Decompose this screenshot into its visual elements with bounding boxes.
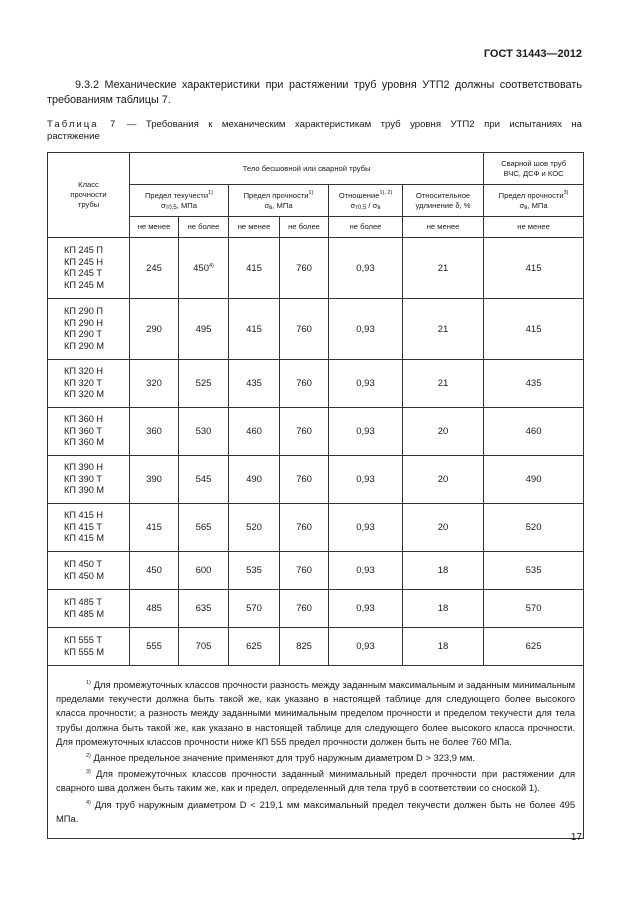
tensile-max-cell: 760 (280, 456, 329, 504)
requirements-table (47, 152, 584, 839)
ratio-cell: 0,93 (329, 360, 403, 408)
strength-class-cell: КП 390 Н КП 390 Т КП 390 М (48, 456, 130, 504)
yield-max-cell: 600 (179, 552, 229, 590)
elongation-cell: 20 (403, 504, 484, 552)
strength-class-cell: КП 320 Н КП 320 Т КП 320 М (48, 360, 130, 408)
seam-tensile-cell: 625 (484, 628, 584, 666)
limit-label: не менее (403, 217, 484, 238)
elongation-cell: 21 (403, 360, 484, 408)
table-row (48, 590, 584, 628)
strength-class-cell: КП 360 Н КП 360 Т КП 360 М (48, 408, 130, 456)
seam-tensile-cell: 460 (484, 408, 584, 456)
seam-group-header: Сварной шов труб ВЧС, ДСФ и КОС (484, 153, 584, 185)
elongation-cell: 20 (403, 456, 484, 504)
yield-min-cell: 450 (130, 552, 179, 590)
ratio-cell: 0,93 (329, 456, 403, 504)
tensile-max-cell: 760 (280, 360, 329, 408)
ratio-cell: 0,93 (329, 238, 403, 299)
table-row (48, 552, 584, 590)
footnote: $^{3)}$ Для промежуточных классов прочности заданный минимальный предел прочности при растяжении для сварного шва должен быть таким же, как и предел, определенный для тела труб в соответствии со сноской 1). (56, 768, 576, 794)
header-row-group (48, 153, 584, 185)
seam-tensile-cell: 535 (484, 552, 584, 590)
seam-tensile-cell: 415 (484, 238, 584, 299)
tensile-min-cell: 415 (229, 238, 280, 299)
seam-tensile-cell: 435 (484, 360, 584, 408)
ratio-cell: 0,93 (329, 552, 403, 590)
strength-class-cell: КП 485 Т КП 485 М (48, 590, 130, 628)
table-row (48, 360, 584, 408)
yield-min-cell: 245 (130, 238, 179, 299)
page-number: 17 (570, 832, 582, 843)
seam-tensile-cell: 490 (484, 456, 584, 504)
elongation-cell: 21 (403, 299, 484, 360)
table-caption (47, 119, 582, 143)
tensile-max-cell: 760 (280, 590, 329, 628)
tensile-min-cell: 570 (229, 590, 280, 628)
yield-max-cell: 530 (179, 408, 229, 456)
tensile-min-cell: 625 (229, 628, 280, 666)
ratio-cell: 0,93 (329, 408, 403, 456)
table-row (48, 628, 584, 666)
caption-label: Таблица 7 (47, 119, 118, 130)
table-row (48, 299, 584, 360)
seam-tensile-cell: 415 (484, 299, 584, 360)
seam-tensile-header: Предел прочности$^{3)}$ σв, МПа (484, 185, 584, 217)
footnote: $^{1)}$ Для промежуточных классов прочности разность между заданным максимальным и заданным минимальным пределами текучести должна быть такой же, как указано в настоящей таблице для следующего более высокого класса прочности; а разность между заданными минимальным пределом прочности и пределом текучести для тела трубы должна быть такой же, как указано в настоящей таблице для следующего более высокого класса прочности. Для промежуточных классов прочности ниже КП 555 предел прочности должен быть не более 760 МПа. (56, 679, 576, 747)
tensile-min-cell: 435 (229, 360, 280, 408)
limit-label: не более (179, 217, 229, 238)
yield-max-cell: 565 (179, 504, 229, 552)
yield-max-cell: 705 (179, 628, 229, 666)
seam-tensile-cell: 570 (484, 590, 584, 628)
yield-max-cell: 545 (179, 456, 229, 504)
elongation-cell: 20 (403, 408, 484, 456)
tensile-max-cell: 760 (280, 552, 329, 590)
limit-label: не более (280, 217, 329, 238)
strength-class-cell: КП 290 П КП 290 Н КП 290 Т КП 290 М (48, 299, 130, 360)
body-group-header: Тело бесшовной или сварной трубы (130, 153, 484, 185)
yield-max-cell: 525 (179, 360, 229, 408)
elongation-cell: 18 (403, 552, 484, 590)
table-row (48, 504, 584, 552)
ratio-header: Отношение$^{1), 2)}$ σт0,5 / σв (329, 185, 403, 217)
limit-label: не менее (130, 217, 179, 238)
yield-min-cell: 290 (130, 299, 179, 360)
ratio-cell: 0,93 (329, 299, 403, 360)
standard-designation: ГОСТ 31443—2012 (483, 48, 582, 60)
yield-max-cell: 450$^{4)}$ (179, 238, 229, 299)
caption-title: — Требования к механическим характеристикам труб уровня УТП2 при испытаниях на (126, 119, 582, 130)
tensile-min-cell: 520 (229, 504, 280, 552)
strength-class-cell: КП 450 Т КП 450 М (48, 552, 130, 590)
yield-min-cell: 555 (130, 628, 179, 666)
footnote: $^{4)}$ Для труб наружным диаметром D < 219,1 мм максимальный предел текучести должен быть не более 495 МПа. (56, 798, 576, 824)
table-row (48, 238, 584, 299)
seam-tensile-cell: 520 (484, 504, 584, 552)
table-notes (48, 666, 584, 839)
tensile-max-cell: 760 (280, 238, 329, 299)
yield-min-cell: 390 (130, 456, 179, 504)
elongation-cell: 21 (403, 238, 484, 299)
ratio-cell: 0,93 (329, 628, 403, 666)
limit-label: не менее (484, 217, 584, 238)
caption-title-cont: растяжение (47, 131, 100, 142)
tensile-header: Предел прочности$^{1)}$ σв, МПа (229, 185, 329, 217)
table-notes-row (48, 666, 584, 839)
tensile-min-cell: 535 (229, 552, 280, 590)
yield-min-cell: 415 (130, 504, 179, 552)
tensile-min-cell: 490 (229, 456, 280, 504)
strength-class-cell: КП 555 Т КП 555 М (48, 628, 130, 666)
elongation-header: Относительное удлинение δ, % (403, 185, 484, 217)
footnote: $^{2)}$ Данное предельное значение применяют для труб наружным диаметром D > 323,9 мм. (86, 752, 476, 764)
strength-class-cell: КП 415 Н КП 415 Т КП 415 М (48, 504, 130, 552)
tensile-min-cell: 415 (229, 299, 280, 360)
limit-label: не менее (229, 217, 280, 238)
yield-max-cell: 635 (179, 590, 229, 628)
ratio-cell: 0,93 (329, 504, 403, 552)
tensile-max-cell: 760 (280, 504, 329, 552)
tensile-min-cell: 460 (229, 408, 280, 456)
yield-header: Предел текучести$^{1)}$ σт0,5, МПа (130, 185, 229, 217)
table-row (48, 456, 584, 504)
yield-min-cell: 360 (130, 408, 179, 456)
intro-paragraph: 9.3.2 Механические характеристики при растяжении труб уровня УТП2 должны соответствовать требованиям таблицы 7. (47, 79, 582, 106)
ratio-cell: 0,93 (329, 590, 403, 628)
strength-class-cell: КП 245 П КП 245 Н КП 245 Т КП 245 М (48, 238, 130, 299)
yield-min-cell: 320 (130, 360, 179, 408)
table-row (48, 408, 584, 456)
elongation-cell: 18 (403, 590, 484, 628)
tensile-max-cell: 760 (280, 408, 329, 456)
yield-min-cell: 485 (130, 590, 179, 628)
tensile-max-cell: 825 (280, 628, 329, 666)
elongation-cell: 18 (403, 628, 484, 666)
tensile-max-cell: 760 (280, 299, 329, 360)
class-column-header: Класс прочности трубы (48, 153, 130, 238)
limit-label: не более (329, 217, 403, 238)
yield-max-cell: 495 (179, 299, 229, 360)
